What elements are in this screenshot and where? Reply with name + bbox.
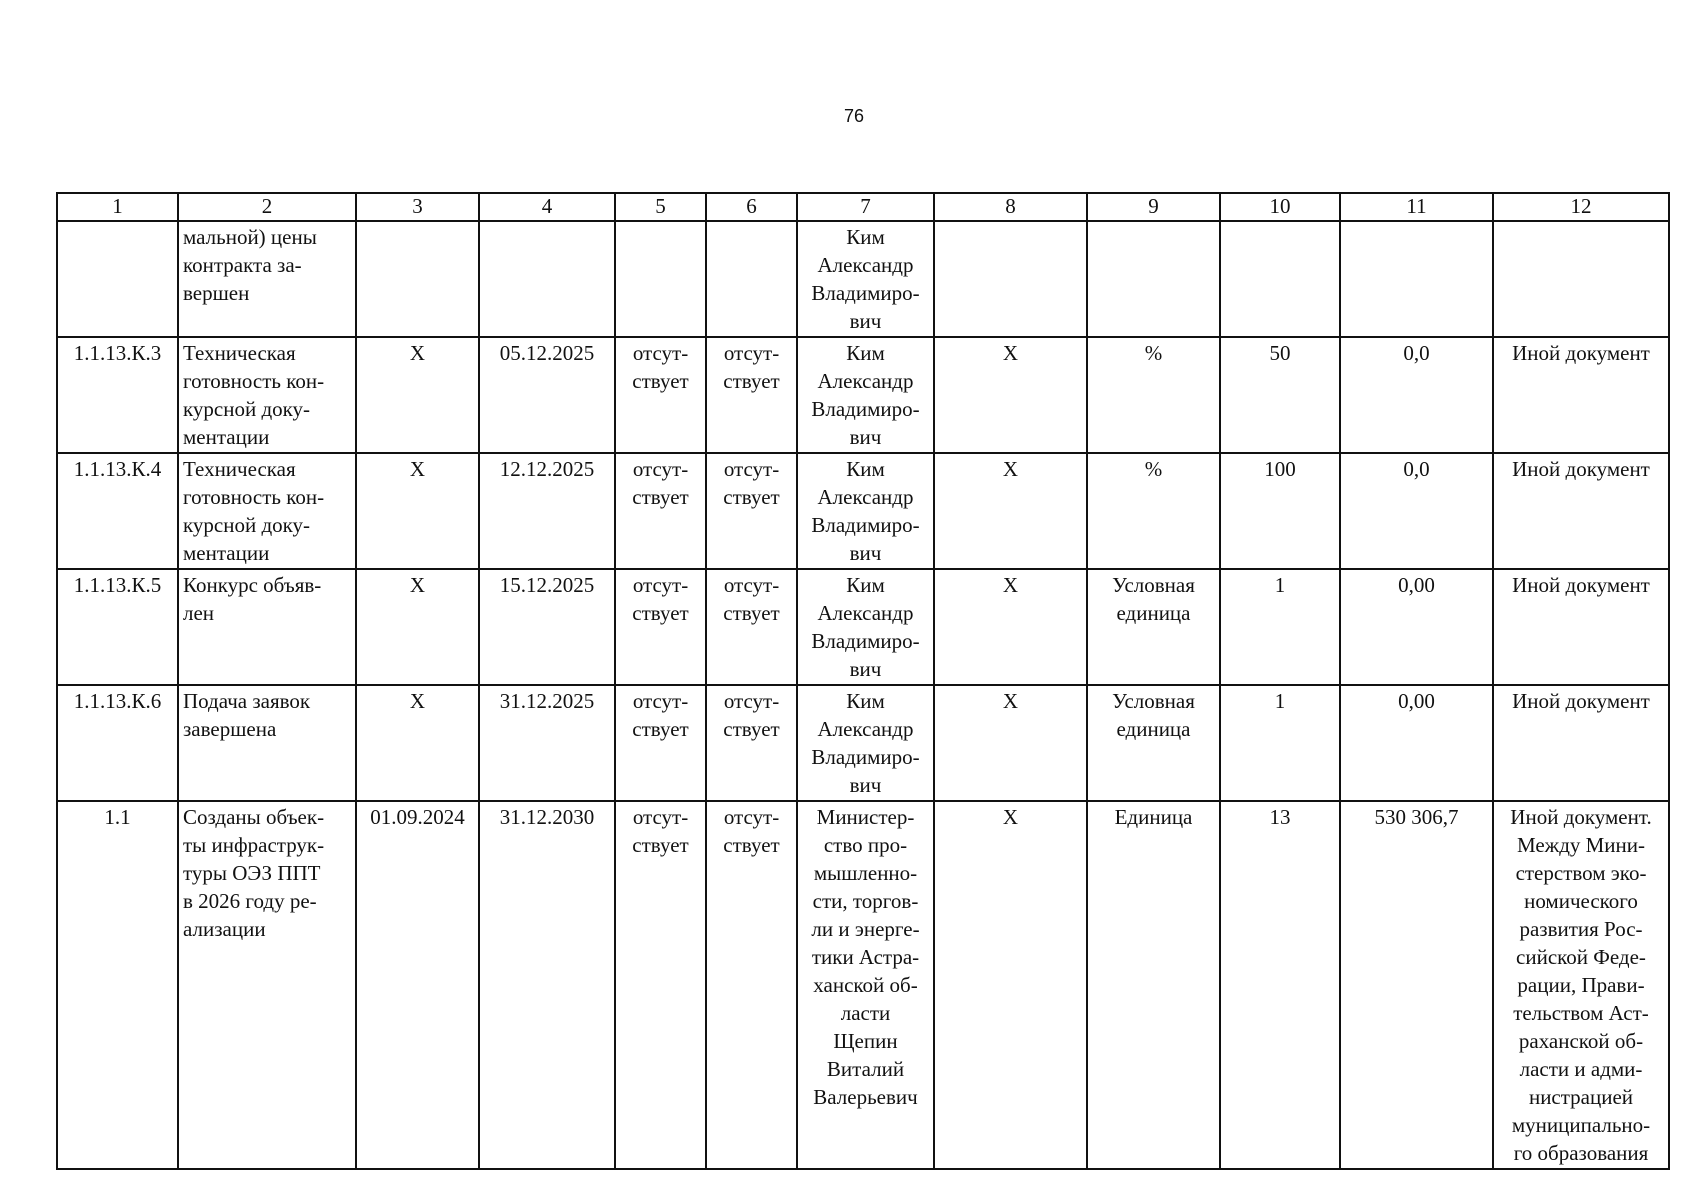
cell-responsible: Ким Александр Владимиро- вич <box>797 337 934 453</box>
cell-value <box>1220 221 1340 337</box>
cell-name: Подача заявок завершена <box>178 685 356 801</box>
cell-number: 1.1.13.К.5 <box>57 569 178 685</box>
cell-amount: 0,00 <box>1340 569 1493 685</box>
cell-number: 1.1 <box>57 801 178 1169</box>
header-col-8: 8 <box>934 193 1087 221</box>
cell-col5: отсут- ствует <box>615 337 706 453</box>
cell-document: Иной документ <box>1493 685 1669 801</box>
cell-col5: отсут- ствует <box>615 569 706 685</box>
cell-col8: X <box>934 453 1087 569</box>
cell-value: 1 <box>1220 569 1340 685</box>
cell-end: 31.12.2030 <box>479 801 615 1169</box>
cell-document: Иной документ <box>1493 453 1669 569</box>
cell-col8 <box>934 221 1087 337</box>
header-col-10: 10 <box>1220 193 1340 221</box>
cell-start: 01.09.2024 <box>356 801 479 1169</box>
cell-col6: отсут- ствует <box>706 569 797 685</box>
cell-document <box>1493 221 1669 337</box>
cell-number <box>57 221 178 337</box>
header-row <box>57 193 1669 221</box>
page-number: 76 <box>843 106 865 126</box>
cell-start <box>356 221 479 337</box>
header-col-11: 11 <box>1340 193 1493 221</box>
header-col-4: 4 <box>479 193 615 221</box>
cell-value: 50 <box>1220 337 1340 453</box>
cell-col5: отсут- ствует <box>615 685 706 801</box>
plan-table <box>56 192 1670 1170</box>
header-col-3: 3 <box>356 193 479 221</box>
cell-amount: 530 306,7 <box>1340 801 1493 1169</box>
cell-col5: отсут- ствует <box>615 801 706 1169</box>
cell-start: X <box>356 569 479 685</box>
cell-value: 1 <box>1220 685 1340 801</box>
cell-col6: отсут- ствует <box>706 801 797 1169</box>
header-col-12: 12 <box>1493 193 1669 221</box>
table-row <box>57 221 1669 337</box>
cell-amount: 0,0 <box>1340 337 1493 453</box>
cell-responsible: Ким Александр Владимиро- вич <box>797 453 934 569</box>
cell-value: 13 <box>1220 801 1340 1169</box>
cell-unit: Условная единица <box>1087 569 1220 685</box>
cell-document: Иной документ <box>1493 569 1669 685</box>
cell-value: 100 <box>1220 453 1340 569</box>
cell-unit: % <box>1087 453 1220 569</box>
table-row <box>57 801 1669 1169</box>
cell-name: Техническая готовность кон- курсной доку- ментации <box>178 453 356 569</box>
cell-end: 12.12.2025 <box>479 453 615 569</box>
cell-unit: Единица <box>1087 801 1220 1169</box>
header-col-7: 7 <box>797 193 934 221</box>
cell-responsible: Ким Александр Владимиро- вич <box>797 685 934 801</box>
cell-col8: X <box>934 685 1087 801</box>
cell-col5: отсут- ствует <box>615 453 706 569</box>
cell-amount: 0,0 <box>1340 453 1493 569</box>
cell-name: Техническая готовность кон- курсной доку- ментации <box>178 337 356 453</box>
header-col-9: 9 <box>1087 193 1220 221</box>
cell-start: X <box>356 453 479 569</box>
cell-number: 1.1.13.К.3 <box>57 337 178 453</box>
cell-col6: отсут- ствует <box>706 337 797 453</box>
cell-name: мальной) цены контракта за- вершен <box>178 221 356 337</box>
table-row <box>57 337 1669 453</box>
header-col-5: 5 <box>615 193 706 221</box>
header-col-1: 1 <box>57 193 178 221</box>
cell-start: X <box>356 337 479 453</box>
cell-number: 1.1.13.К.6 <box>57 685 178 801</box>
header-col-2: 2 <box>178 193 356 221</box>
cell-name: Созданы объек- ты инфраструк- туры ОЭЗ ППТ в 2026 году ре- ализации <box>178 801 356 1169</box>
cell-document: Иной документ. Между Мини- стерством эко- номического развития Рос- сийской Феде- рации, Прави- тельством Аст- раханской об- ласти и адми- нистрацией муниципально- го образования <box>1493 801 1669 1169</box>
cell-col6: отсут- ствует <box>706 685 797 801</box>
cell-unit: % <box>1087 337 1220 453</box>
cell-amount <box>1340 221 1493 337</box>
cell-end: 31.12.2025 <box>479 685 615 801</box>
cell-col8: X <box>934 337 1087 453</box>
cell-unit: Условная единица <box>1087 685 1220 801</box>
cell-col6: отсут- ствует <box>706 453 797 569</box>
header-col-6: 6 <box>706 193 797 221</box>
table-row <box>57 453 1669 569</box>
cell-col6 <box>706 221 797 337</box>
cell-unit <box>1087 221 1220 337</box>
cell-col8: X <box>934 569 1087 685</box>
cell-end: 15.12.2025 <box>479 569 615 685</box>
cell-name: Конкурс объяв- лен <box>178 569 356 685</box>
cell-amount: 0,00 <box>1340 685 1493 801</box>
cell-col5 <box>615 221 706 337</box>
cell-number: 1.1.13.К.4 <box>57 453 178 569</box>
cell-end <box>479 221 615 337</box>
cell-col8: X <box>934 801 1087 1169</box>
cell-end: 05.12.2025 <box>479 337 615 453</box>
cell-document: Иной документ <box>1493 337 1669 453</box>
cell-responsible: Ким Александр Владимиро- вич <box>797 569 934 685</box>
cell-start: X <box>356 685 479 801</box>
table-row <box>57 569 1669 685</box>
cell-responsible: Министер- ство про- мышленно- сти, торгов- ли и энерге- тики Астра- ханской об- ласти Щепин Виталий Валерьевич <box>797 801 934 1169</box>
cell-responsible: Ким Александр Владимиро- вич <box>797 221 934 337</box>
table-row <box>57 685 1669 801</box>
